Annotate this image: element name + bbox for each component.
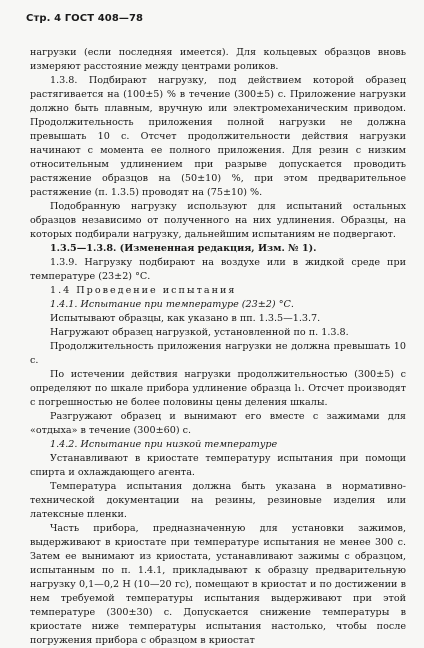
paragraph-load-sample: Нагружают образец нагрузкой, установленной по п. 1.3.8. <box>50 327 349 338</box>
paragraph-1-4-1: 1.4.1. Испытание при температуре (23±2) °С. <box>50 299 294 310</box>
paragraph-test-samples: Испытывают образцы, как указано в пп. 1.3.5—1.3.7. <box>50 313 321 324</box>
document-body <box>30 46 406 648</box>
paragraph-elongation-reading: По истечении действия нагрузки продолжительностью (300±5) с определяют по шкале прибора удлинение образца l₁. Отсчет производят с погрешностью не более половины цены деления шкалы. <box>30 369 406 408</box>
paragraph-cryostat-procedure: Часть прибора, предназначенную для установки зажимов, выдерживают в криостате при температуре испытания не менее 300 с. Затем ее вынимают из криостата, устанавливают зажимы с образцом, испытанным по п. 1.4.1, прикладывают к образцу предварительную нагрузку 0,1—0,2 Н (10—20 гс), помещают в криостат и по достижении в нем требуемой температуры испытания выдерживают при этой температуре (300±30) с. Допускается снижение температуры в криостате ниже температуры испытания настолько, чтобы после погружения прибора с образцом в криостат <box>30 523 406 646</box>
paragraph-temperature-spec: Температура испытания должна быть указана в нормативно-технической документации на резины, резиновые изделия или латексные пленки. <box>30 481 406 520</box>
paragraph-amendment: 1.3.5—1.3.8. (Измененная редакция, Изм. № 1). <box>50 243 317 254</box>
section-heading-1-4: 1.4 Проведение испытания <box>50 285 237 296</box>
paragraph-load-duration: Продолжительность приложения нагрузки не должна превышать 10 с. <box>30 341 406 366</box>
paragraph-1-3-8: 1.3.8. Подбирают нагрузку, под действием которой образец растягивается на (100±5) % в течение (300±5) с. Приложение нагрузки должно быть плавным, вручную или электромеханическим приводом. Продолжительность приложения полной нагрузки не должна превышать 10 с. Отсчет продолжительности действия нагрузки начинают с момента ее полного приложения. Для резин с низким относительным удлинением при разрыве допускается проводить растяжение образцов на (50±10) %, при этом предварительное растяжение (п. 1.3.5) проводят на (75±10) %. <box>30 75 406 198</box>
paragraph-load-usage: Подобранную нагрузку используют для испытаний остальных образцов независимо от полученного на них удлинения. Образцы, на которых подбирали нагрузку, дальнейшим испытаниям не подвергают. <box>30 201 406 240</box>
paragraph-1-3-9: 1.3.9. Нагрузку подбирают на воздухе или в жидкой среде при температуре (23±2) °С. <box>30 257 406 282</box>
paragraph-1-4-2: 1.4.2. Испытание при низкой температуре <box>50 439 278 450</box>
paragraph-unload: Разгружают образец и вынимают его вместе с зажимами для «отдыха» в течение (300±60) с. <box>30 411 406 436</box>
paragraph-continuation: нагрузки (если последняя имеется). Для кольцевых образцов вновь измеряют расстояние между центрами роликов. <box>30 47 406 72</box>
paragraph-cryostat-setup: Устанавливают в криостате температуру испытания при помощи спирта и охлаждающего агента. <box>30 453 406 478</box>
page-header: Стр. 4 ГОСТ 408—78 <box>26 13 144 24</box>
